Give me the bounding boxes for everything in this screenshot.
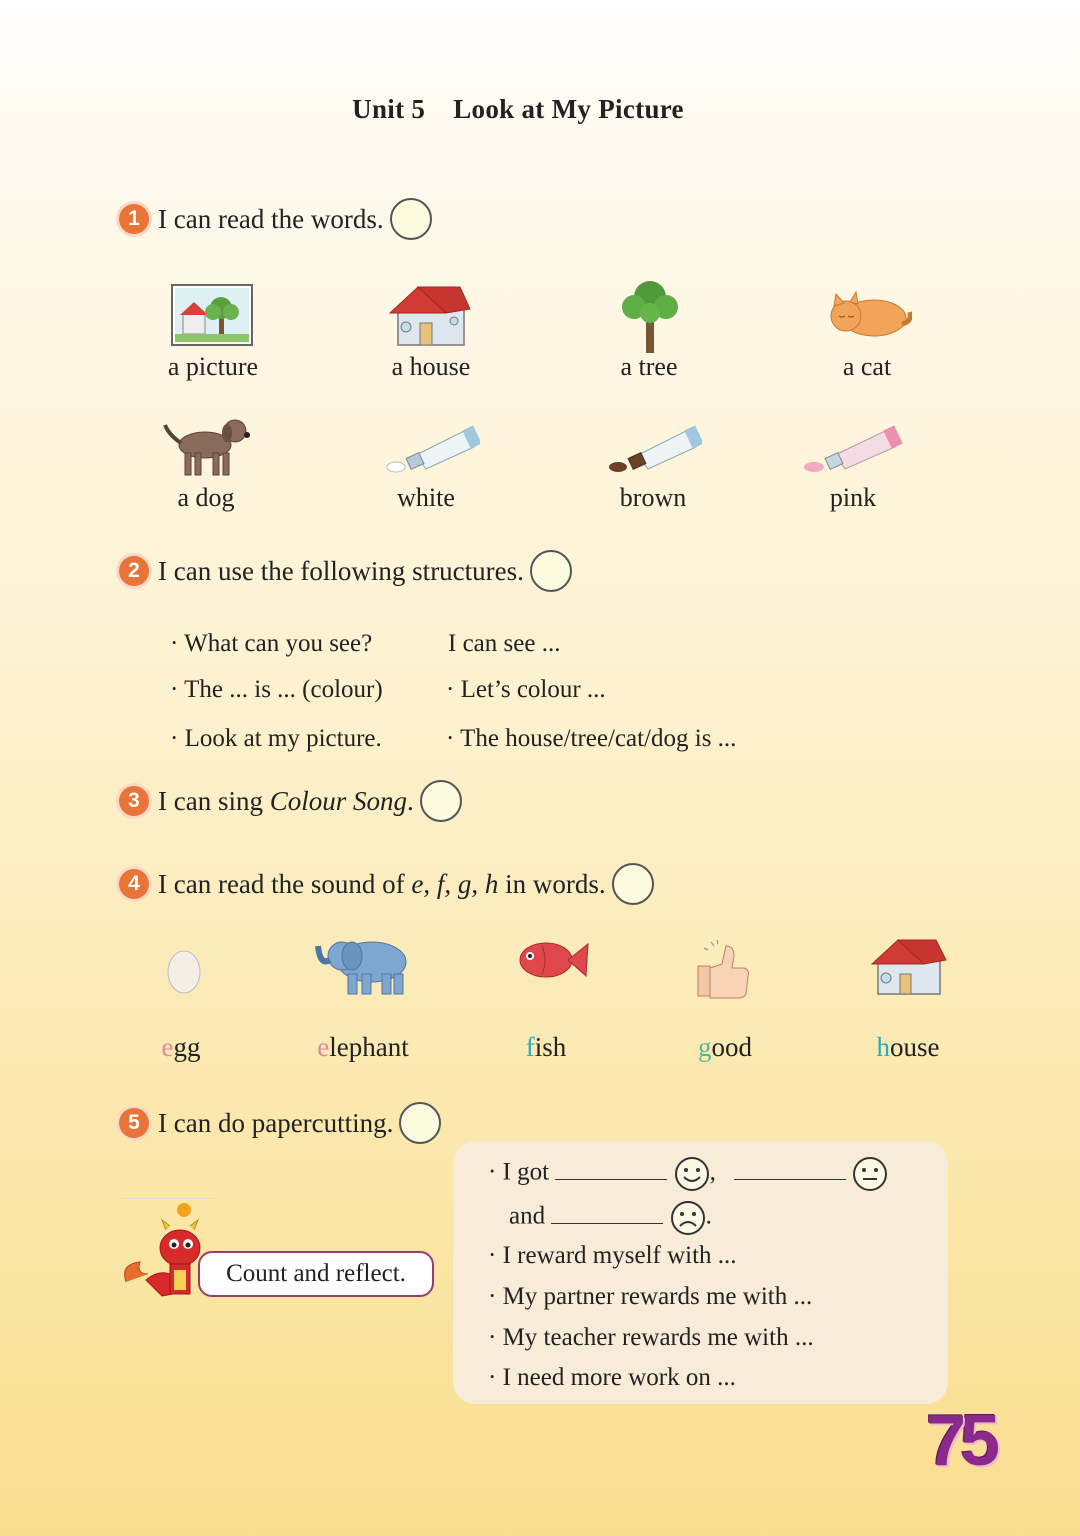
thumbs-up-icon bbox=[696, 940, 752, 1002]
self-check-circle[interactable] bbox=[399, 1102, 441, 1144]
word-label: a cat bbox=[842, 352, 892, 381]
section-number: 3 bbox=[119, 786, 149, 816]
structure-item: · Look at my picture. bbox=[170, 725, 382, 752]
reflection-got-line: · I got , bbox=[488, 1156, 888, 1192]
reflection-line: · My teacher rewards me with ... bbox=[488, 1324, 814, 1351]
structure-item: · Let’s colour ... bbox=[446, 676, 606, 703]
divider bbox=[120, 1198, 215, 1199]
self-check-circle[interactable] bbox=[390, 198, 432, 240]
section-3-heading: 3 I can sing Colour Song . bbox=[119, 780, 462, 822]
phonics-word: egg bbox=[161, 1032, 201, 1062]
dog-icon bbox=[163, 415, 251, 477]
page-title bbox=[0, 94, 1036, 125]
section-text: I can read the words. bbox=[158, 203, 384, 234]
reflection-line: · I reward myself with ... bbox=[488, 1242, 737, 1269]
pink-paint-tube-icon bbox=[803, 425, 903, 475]
word-label: pink bbox=[829, 483, 877, 512]
cat-icon bbox=[824, 290, 912, 340]
phonics-word: elephant bbox=[317, 1032, 409, 1062]
phonics-word: fish bbox=[525, 1032, 567, 1062]
reflection-line: · I need more work on ... bbox=[488, 1364, 736, 1391]
self-check-circle[interactable] bbox=[612, 863, 654, 905]
section-number: 5 bbox=[119, 1108, 149, 1138]
structure-item: · The house/tree/cat/dog is ... bbox=[446, 725, 737, 752]
neutral-face-icon bbox=[852, 1156, 888, 1192]
white-paint-tube-icon bbox=[386, 425, 480, 475]
reflection-and-line: and . bbox=[509, 1200, 712, 1236]
structure-item: · What can you see? bbox=[170, 630, 373, 657]
section-5-heading bbox=[119, 1102, 441, 1144]
song-title: Colour Song bbox=[269, 785, 407, 816]
section-text: I can sing bbox=[158, 785, 270, 816]
blank-happy[interactable] bbox=[555, 1157, 667, 1180]
unit-title: Look at My Picture bbox=[453, 94, 684, 124]
section-number: 4 bbox=[119, 869, 149, 899]
self-check-circle[interactable] bbox=[530, 550, 572, 592]
phonics-word: house bbox=[876, 1032, 940, 1062]
phonics-word: good bbox=[698, 1032, 752, 1062]
section-text: I can read the sound of bbox=[158, 868, 412, 899]
structure-item: · The ... is ... (colour) bbox=[170, 676, 383, 703]
section-text: I can use the following structures. bbox=[158, 555, 524, 586]
picture-icon bbox=[171, 284, 253, 346]
word-label: brown bbox=[619, 483, 687, 512]
word-label: a picture bbox=[167, 352, 259, 381]
structure-item: I can see ... bbox=[448, 630, 561, 657]
count-and-reflect-label: Count and reflect. bbox=[198, 1251, 434, 1297]
page-number: 75 bbox=[926, 1401, 995, 1481]
tree-icon bbox=[612, 277, 688, 353]
section-number: 1 bbox=[119, 204, 149, 234]
blank-neutral[interactable] bbox=[734, 1157, 846, 1180]
section-4-heading: 4 I can read the sound of e, f, g, h in words. bbox=[119, 863, 654, 905]
fish-icon bbox=[516, 936, 590, 986]
reflection-line: · My partner rewards me with ... bbox=[488, 1283, 813, 1310]
word-label: a dog bbox=[177, 483, 235, 512]
section-number: 2 bbox=[119, 556, 149, 586]
egg-icon bbox=[164, 948, 204, 996]
sad-face-icon bbox=[670, 1200, 706, 1236]
section-text: I can do papercutting. bbox=[158, 1107, 394, 1138]
word-label: a house bbox=[391, 352, 471, 381]
word-label: white bbox=[397, 483, 455, 512]
house-icon bbox=[388, 283, 472, 347]
happy-face-icon bbox=[674, 1156, 710, 1192]
self-check-circle[interactable] bbox=[420, 780, 462, 822]
section-2-heading bbox=[119, 550, 572, 592]
brown-paint-tube-icon bbox=[608, 425, 702, 475]
unit-label: Unit 5 bbox=[352, 94, 426, 124]
house-icon bbox=[870, 936, 948, 996]
elephant-icon bbox=[314, 934, 414, 996]
section-1-heading bbox=[119, 198, 432, 240]
blank-sad[interactable] bbox=[551, 1201, 663, 1224]
letters: e, f, g, h bbox=[411, 868, 499, 899]
word-label: a tree bbox=[620, 352, 678, 381]
